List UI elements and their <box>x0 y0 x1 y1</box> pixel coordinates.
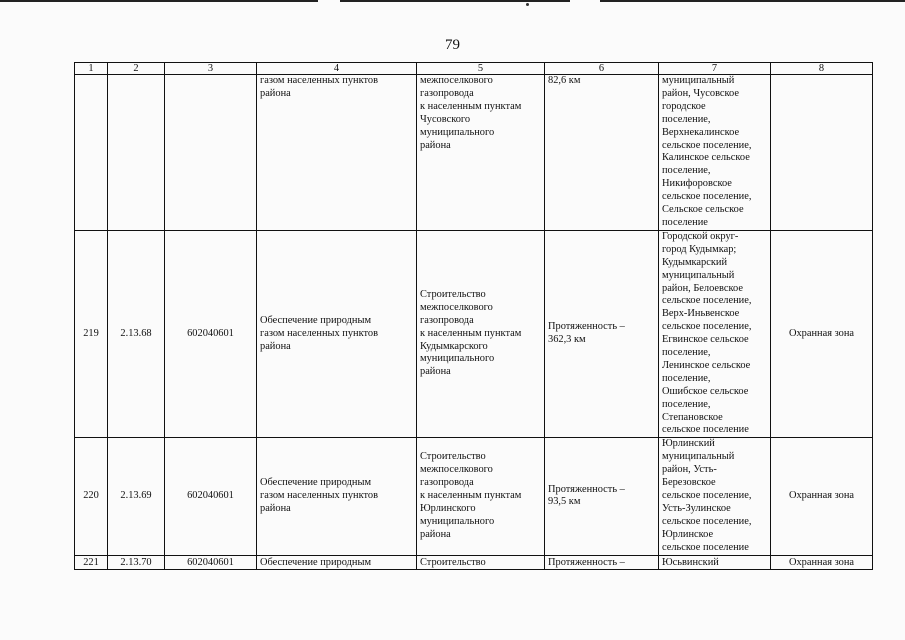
object-name-line: Кудымкарского <box>420 340 488 352</box>
territory-line: Калинское сельское <box>662 152 750 164</box>
object-name-line: к населенным пунктам <box>420 490 522 501</box>
territory-line: муниципальный <box>662 269 735 281</box>
territory-line: сельское поселение, <box>662 515 752 527</box>
parameter-line: 82,6 км <box>548 75 581 86</box>
object-name-line: Строительство <box>420 451 486 463</box>
parameter-line: 93,5 км <box>548 496 581 508</box>
territory-line: Верхнекалинское <box>662 126 740 138</box>
purpose-line: района <box>260 502 291 514</box>
column-number: 7 <box>659 63 771 75</box>
table-row <box>75 75 873 231</box>
object-name-line: газопровода <box>420 477 474 489</box>
territory-line: муниципальный <box>662 451 735 463</box>
territory-cell <box>659 75 771 231</box>
top-rule-left <box>0 0 318 2</box>
territory-line: поселение, <box>662 347 711 359</box>
item-code-cell <box>108 75 165 231</box>
scan-speck <box>526 3 529 6</box>
parameter-line: Протяженность – <box>548 321 625 333</box>
purpose-line: района <box>260 340 291 352</box>
parameter-line: Протяженность – <box>548 556 625 568</box>
zone-cell: Охранная зона <box>771 555 873 569</box>
zone-cell: Охранная зона <box>771 230 873 438</box>
parameter-line: 362,3 км <box>548 334 586 346</box>
page-number: 79 <box>445 37 460 53</box>
purpose-line: газом населенных пунктов <box>260 490 379 501</box>
territory-cell <box>659 555 771 569</box>
row-number-cell: 219 <box>75 230 108 438</box>
object-name-cell <box>417 438 545 555</box>
column-number: 4 <box>257 63 417 75</box>
territory-line: сельское поселение <box>662 424 749 436</box>
object-name-line: газопровода <box>420 314 474 326</box>
item-code-cell: 2.13.68 <box>108 230 165 438</box>
purpose-cell <box>257 438 417 555</box>
territory-line: Усть-Зулинское <box>662 502 731 514</box>
item-code-cell: 2.13.70 <box>108 555 165 569</box>
column-number: 6 <box>545 63 659 75</box>
object-name-line: к населенным пунктам <box>420 100 522 112</box>
zone-cell: Охранная зона <box>771 438 873 555</box>
territory-line: Ленинское сельское <box>662 359 751 371</box>
zone-cell <box>771 75 873 231</box>
territory-line: сельское поселение, <box>662 490 752 501</box>
territory-line: Ошибское сельское <box>662 385 749 397</box>
register-table <box>74 62 873 570</box>
purpose-line: района <box>260 87 291 99</box>
object-id-cell: 602040601 <box>165 438 257 555</box>
territory-line: поселение, <box>662 372 711 384</box>
parameter-cell <box>545 438 659 555</box>
purpose-cell <box>257 230 417 438</box>
top-rule-right <box>600 0 905 2</box>
territory-line: городское <box>662 100 706 112</box>
purpose-line: газом населенных пунктов <box>260 327 379 339</box>
column-number: 2 <box>108 63 165 75</box>
table-row <box>75 555 873 569</box>
column-number: 5 <box>417 63 545 75</box>
territory-line: Степановское <box>662 411 723 423</box>
territory-line: поселение, <box>662 113 711 125</box>
territory-cell <box>659 230 771 438</box>
territory-line: город Кудымкар; <box>662 243 737 255</box>
territory-line: Никифоровское <box>662 178 732 190</box>
territory-line: Сельское сельское <box>662 204 744 216</box>
territory-line: Егвинское сельское <box>662 334 749 346</box>
object-name-line: муниципального <box>420 353 495 365</box>
territory-line: муниципальный <box>662 75 735 86</box>
purpose-cell <box>257 555 417 569</box>
column-number: 8 <box>771 63 873 75</box>
object-name-line: муниципального <box>420 515 495 527</box>
parameter-line: Протяженность – <box>548 483 625 495</box>
territory-line: Юсьвинский <box>662 556 719 568</box>
object-name-line: муниципального <box>420 126 495 138</box>
object-name-line: межпоселкового <box>420 301 493 313</box>
territory-line: район, Усть- <box>662 464 717 476</box>
territory-line: Юрлинский <box>662 438 715 450</box>
row-number-cell: 221 <box>75 555 108 569</box>
object-name-cell <box>417 230 545 438</box>
purpose-line: газом населенных пунктов <box>260 75 379 86</box>
item-code-cell: 2.13.69 <box>108 438 165 555</box>
territory-line: сельское поселение <box>662 541 749 553</box>
territory-line: Березовское <box>662 477 716 489</box>
object-name-line: межпоселкового <box>420 75 493 86</box>
object-name-line: района <box>420 366 451 378</box>
object-name-line: Юрлинского <box>420 502 476 514</box>
parameter-cell <box>545 75 659 231</box>
territory-line: сельское поселение, <box>662 321 752 333</box>
territory-line: Городской округ- <box>662 230 739 242</box>
parameter-cell <box>545 230 659 438</box>
object-name-line: района <box>420 528 451 540</box>
object-name-cell <box>417 75 545 231</box>
object-name-line: Строительство <box>420 556 486 568</box>
object-id-cell <box>165 75 257 231</box>
purpose-line: Обеспечение природным <box>260 314 372 326</box>
territory-line: район, Чусовское <box>662 87 739 99</box>
column-number: 1 <box>75 63 108 75</box>
territory-line: Кудымкарский <box>662 256 728 268</box>
territory-line: сельское поселение, <box>662 139 752 151</box>
territory-line: Юрлинское <box>662 528 714 540</box>
top-rule-middle <box>340 0 570 2</box>
territory-line: поселение, <box>662 165 711 177</box>
object-name-line: Чусовского <box>420 113 471 125</box>
object-name-cell <box>417 555 545 569</box>
row-number-cell: 220 <box>75 438 108 555</box>
object-id-cell: 602040601 <box>165 555 257 569</box>
parameter-cell <box>545 555 659 569</box>
object-id-cell: 602040601 <box>165 230 257 438</box>
row-number-cell <box>75 75 108 231</box>
object-name-line: к населенным пунктам <box>420 327 522 339</box>
column-number: 3 <box>165 63 257 75</box>
object-name-line: Строительство <box>420 288 486 300</box>
object-name-line: газопровода <box>420 87 474 99</box>
object-name-line: района <box>420 139 451 151</box>
object-name-line: межпоселкового <box>420 464 493 476</box>
purpose-line: Обеспечение природным <box>260 556 372 568</box>
territory-line: сельское поселение, <box>662 295 752 307</box>
table-row <box>75 438 873 555</box>
territory-line: Верх-Иньвенское <box>662 308 740 320</box>
territory-line: сельское поселение, <box>662 191 752 203</box>
purpose-cell <box>257 75 417 231</box>
territory-line: поселение <box>662 216 708 228</box>
column-number-row <box>75 63 873 75</box>
territory-cell <box>659 438 771 555</box>
territory-line: поселение, <box>662 398 711 410</box>
purpose-line: Обеспечение природным <box>260 477 372 489</box>
table-row <box>75 230 873 438</box>
territory-line: район, Белоевское <box>662 282 743 294</box>
